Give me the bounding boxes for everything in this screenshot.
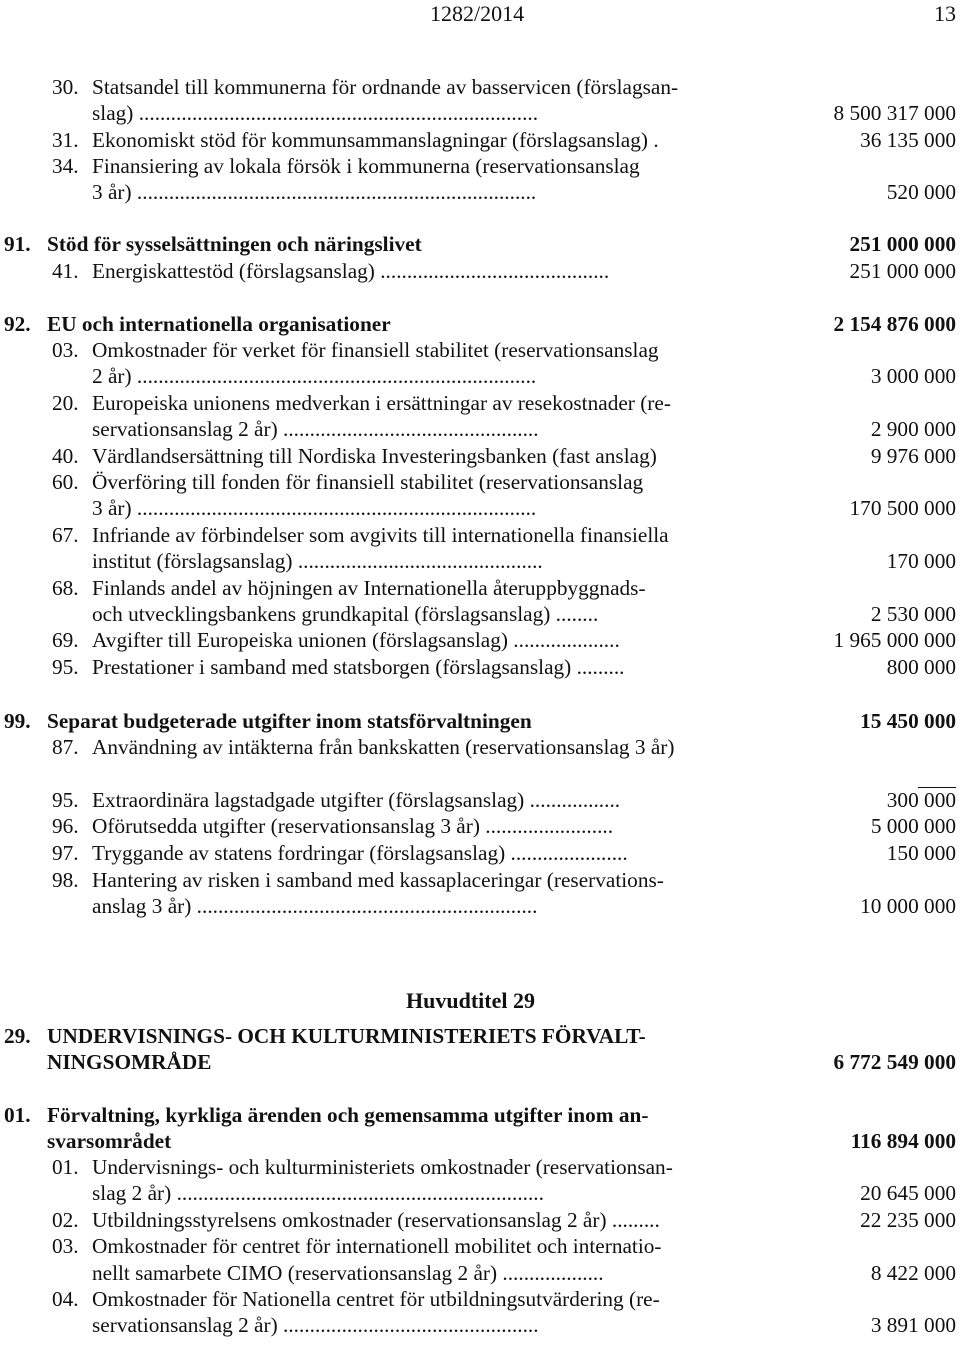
line-amount: 10 000 000 — [860, 894, 956, 918]
budget-line — [0, 127, 960, 154]
budget-line — [0, 813, 960, 840]
budget-line — [0, 522, 960, 549]
budget-line — [0, 231, 960, 258]
line-number: 97. — [52, 841, 79, 865]
line-number: 31. — [52, 128, 79, 152]
budget-line — [0, 1207, 960, 1234]
budget-line — [0, 1049, 960, 1076]
budget-line — [0, 867, 960, 894]
line-text: Avgifter till Europeiska unionen (förslagsanslag) .................... — [92, 628, 620, 652]
line-text: Europeiska unionens medverkan i ersättningar av resekostnader (re- — [92, 391, 671, 415]
line-number: 41. — [52, 259, 79, 283]
budget-line — [0, 363, 960, 390]
line-text: Finlands andel av höjningen av Internationella återuppbyggnads- — [92, 576, 646, 600]
budget-line — [0, 708, 960, 735]
line-text: Energiskattestöd (förslagsanslag) ........................................... — [92, 259, 610, 283]
budget-line — [0, 469, 960, 496]
line-text: Undervisnings- och kulturministeriets omkostnader (reservationsan- — [92, 1155, 673, 1179]
line-number: 40. — [52, 444, 79, 468]
line-text: Förvaltning, kyrkliga ärenden och gemensamma utgifter inom an- — [47, 1103, 649, 1127]
page-number: 13 — [934, 1, 956, 26]
line-amount: 3 891 000 — [870, 1313, 956, 1337]
line-number: 92. — [4, 312, 31, 336]
line-amount: 2 154 876 000 — [833, 312, 956, 336]
line-text: Ekonomiskt stöd för kommunsammanslagningar (förslagsanslag) . — [92, 128, 659, 152]
line-text: anslag 3 år) ................................................................ — [92, 894, 538, 918]
line-number: 91. — [4, 232, 31, 256]
line-text: 3 år) ........................................................................... — [92, 180, 537, 204]
line-amount: 20 645 000 — [860, 1181, 956, 1205]
line-amount: 150 000 — [886, 841, 956, 865]
line-number: 04. — [52, 1287, 79, 1311]
budget-line — [0, 311, 960, 338]
line-number: 60. — [52, 470, 79, 494]
budget-line — [0, 153, 960, 180]
line-amount: 251 000 000 — [849, 232, 956, 256]
budget-line — [0, 1154, 960, 1181]
budget-line — [0, 893, 960, 920]
line-text: svarsområdet — [47, 1129, 172, 1153]
line-text: Överföring till fonden för finansiell stabilitet (reservationsanslag — [92, 470, 644, 494]
line-number: 96. — [52, 814, 79, 838]
budget-line — [0, 1128, 960, 1155]
line-text: Värdlandsersättning till Nordiska Investeringsbanken (fast anslag) — [92, 444, 657, 468]
line-number: 02. — [52, 1208, 79, 1232]
line-amount: 170 000 — [886, 549, 956, 573]
line-amount: 251 000 000 — [849, 259, 956, 283]
line-text: 2 år) ........................................................................... — [92, 364, 537, 388]
budget-line — [0, 100, 960, 127]
line-number: 30. — [52, 75, 79, 99]
line-number: 20. — [52, 391, 79, 415]
line-amount: 6 772 549 000 — [833, 1050, 956, 1074]
budget-line — [0, 258, 960, 285]
line-text: Omkostnader för centret för internationell mobilitet och internatio- — [92, 1234, 662, 1258]
budget-line — [0, 1233, 960, 1260]
line-text: slag 2 år) ..................................................................... — [92, 1181, 544, 1205]
line-text: och utvecklingsbankens grundkapital (förslagsanslag) ........ — [92, 602, 599, 626]
line-text: servationsanslag 2 år) ................................................ — [92, 1313, 539, 1337]
line-amount: 800 000 — [886, 655, 956, 679]
main-title-heading: Huvudtitel 29 — [406, 988, 535, 1013]
line-number: 01. — [52, 1155, 79, 1179]
budget-line — [0, 734, 960, 761]
line-text: UNDERVISNINGS- OCH KULTURMINISTERIETS FÖRVALT- — [47, 1024, 646, 1048]
document-number: 1282/2014 — [430, 1, 525, 26]
empty-amount-dash — [918, 787, 956, 788]
budget-line — [0, 1023, 960, 1050]
line-number: 87. — [52, 735, 79, 759]
budget-line — [0, 1102, 960, 1129]
line-text: 3 år) ........................................................................... — [92, 496, 537, 520]
line-number: 67. — [52, 523, 79, 547]
budget-line — [0, 787, 960, 814]
line-number: 68. — [52, 576, 79, 600]
budget-line — [0, 1180, 960, 1207]
line-amount: 3 000 000 — [870, 364, 956, 388]
line-text: Tryggande av statens fordringar (förslagsanslag) ...................... — [92, 841, 628, 865]
line-text: Extraordinära lagstadgade utgifter (förslagsanslag) ................. — [92, 788, 621, 812]
line-text: institut (förslagsanslag) .............................................. — [92, 549, 543, 573]
budget-line — [0, 1260, 960, 1287]
line-text: Stöd för sysselsättningen och näringslivet — [47, 232, 422, 256]
budget-line — [0, 74, 960, 101]
line-number: 01. — [4, 1103, 31, 1127]
line-amount: 36 135 000 — [860, 128, 956, 152]
line-text: Omkostnader för verket för finansiell stabilitet (reservationsanslag — [92, 338, 659, 362]
line-text: slag) ........................................................................... — [92, 101, 539, 125]
line-amount: 5 000 000 — [870, 814, 956, 838]
budget-line — [0, 627, 960, 654]
line-text: Hantering av risken i samband med kassaplaceringar (reservations- — [92, 868, 664, 892]
budget-line — [0, 1286, 960, 1313]
budget-line — [0, 337, 960, 364]
line-amount: 170 500 000 — [849, 496, 956, 520]
line-text: Oförutsedda utgifter (reservationsanslag 3 år) ........................ — [92, 814, 614, 838]
line-number: 95. — [52, 788, 79, 812]
line-amount: 8 500 317 000 — [833, 101, 956, 125]
budget-line — [0, 416, 960, 443]
line-text: Prestationer i samband med statsborgen (förslagsanslag) ......... — [92, 655, 625, 679]
line-text: NINGSOMRÅDE — [47, 1050, 212, 1074]
budget-line — [0, 179, 960, 206]
line-number: 03. — [52, 338, 79, 362]
budget-line — [0, 601, 960, 628]
line-number: 99. — [4, 709, 31, 733]
line-number: 98. — [52, 868, 79, 892]
budget-line — [0, 390, 960, 417]
line-text: EU och internationella organisationer — [47, 312, 391, 336]
line-text: Användning av intäkterna från bankskatten (reservationsanslag 3 år) — [92, 735, 675, 759]
budget-line — [0, 840, 960, 867]
line-amount: 9 976 000 — [870, 444, 956, 468]
line-text: nellt samarbete CIMO (reservationsanslag 2 år) ................... — [92, 1261, 604, 1285]
budget-line — [0, 495, 960, 522]
line-amount: 2 900 000 — [870, 417, 956, 441]
budget-line — [0, 575, 960, 602]
line-text: Infriande av förbindelser som avgivits till internationella finansiella — [92, 523, 669, 547]
budget-line — [0, 443, 960, 470]
line-number: 34. — [52, 154, 79, 178]
line-amount: 1 965 000 000 — [833, 628, 956, 652]
line-amount: 15 450 000 — [860, 709, 956, 733]
line-amount: 116 894 000 — [850, 1129, 956, 1153]
budget-line — [0, 1312, 960, 1339]
line-amount: 2 530 000 — [870, 602, 956, 626]
line-number: 29. — [4, 1024, 31, 1048]
line-amount: 520 000 — [886, 180, 956, 204]
line-amount: 8 422 000 — [870, 1261, 956, 1285]
line-text: Utbildningsstyrelsens omkostnader (reservationsanslag 2 år) ......... — [92, 1208, 660, 1232]
line-number: 03. — [52, 1234, 79, 1258]
line-text: Statsandel till kommunerna för ordnande av basservicen (förslagsan- — [92, 75, 679, 99]
line-text: Finansiering av lokala försök i kommunerna (reservationsanslag — [92, 154, 640, 178]
line-amount: 22 235 000 — [860, 1208, 956, 1232]
line-number: 95. — [52, 655, 79, 679]
budget-line — [0, 654, 960, 681]
line-amount: 300 000 — [886, 788, 956, 812]
line-number: 69. — [52, 628, 79, 652]
line-text: Separat budgeterade utgifter inom statsförvaltningen — [47, 709, 532, 733]
line-text: servationsanslag 2 år) ................................................ — [92, 417, 539, 441]
line-text: Omkostnader för Nationella centret för utbildningsutvärdering (re- — [92, 1287, 660, 1311]
budget-line — [0, 548, 960, 575]
